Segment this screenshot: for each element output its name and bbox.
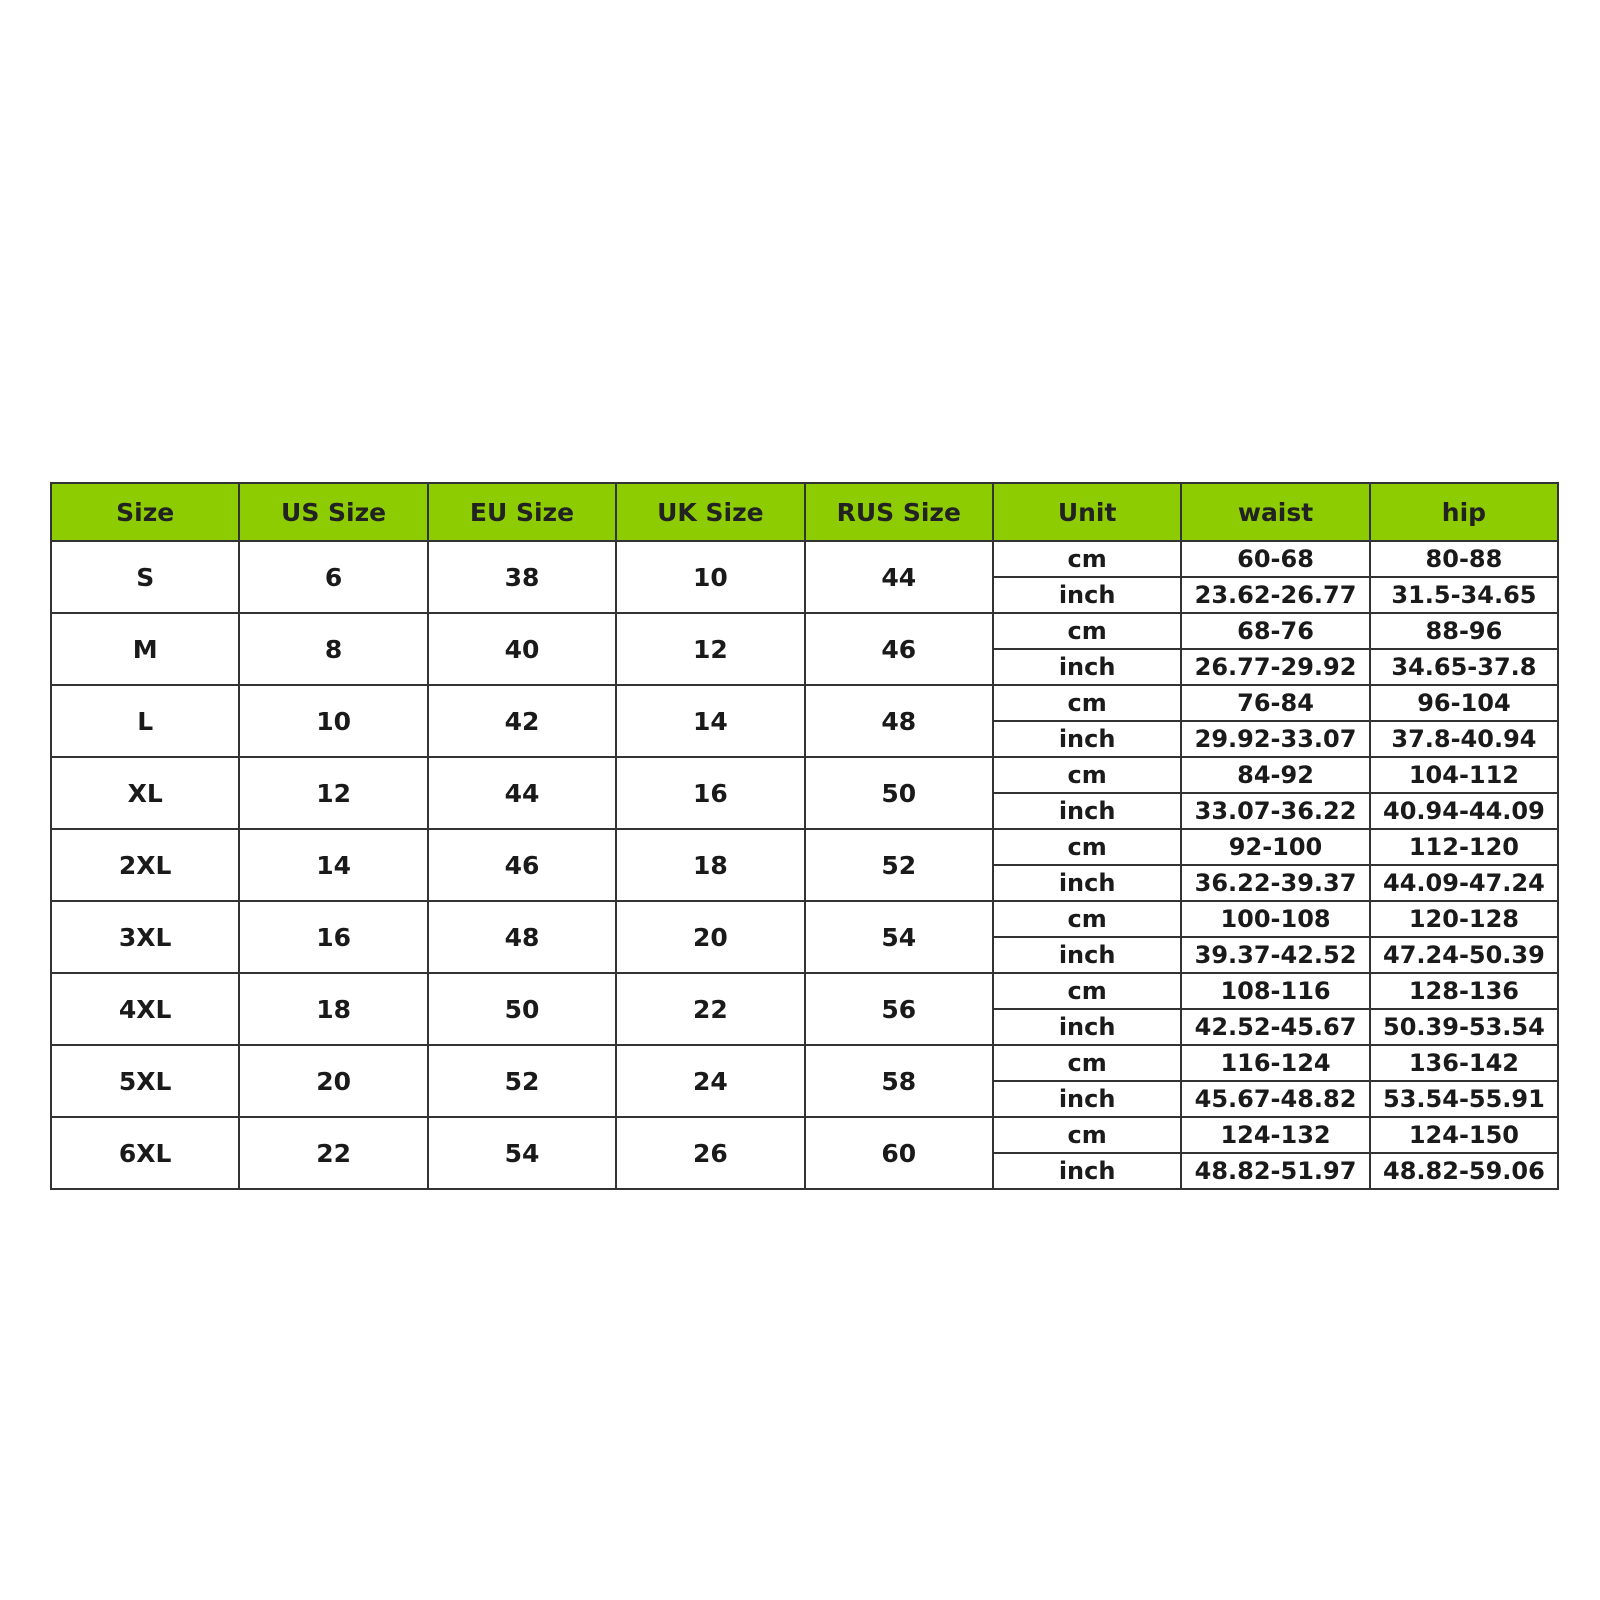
waist-cell: 48.82-51.97 — [1181, 1153, 1369, 1189]
waist-cell: 33.07-36.22 — [1181, 793, 1369, 829]
unit-cell: cm — [993, 1045, 1181, 1081]
us-size-cell: 10 — [239, 685, 427, 757]
us-size-cell: 6 — [239, 541, 427, 613]
us-size-cell: 14 — [239, 829, 427, 901]
hip-cell: 48.82-59.06 — [1370, 1153, 1558, 1189]
rus-size-cell: 52 — [805, 829, 993, 901]
unit-cell: cm — [993, 613, 1181, 649]
hip-cell: 96-104 — [1370, 685, 1558, 721]
unit-cell: inch — [993, 937, 1181, 973]
table-row — [51, 685, 1558, 721]
header-size: Size — [51, 483, 239, 541]
uk-size-cell: 14 — [616, 685, 804, 757]
uk-size-cell: 18 — [616, 829, 804, 901]
unit-cell: cm — [993, 901, 1181, 937]
hip-cell: 124-150 — [1370, 1117, 1558, 1153]
header-unit: Unit — [993, 483, 1181, 541]
size-cell: M — [51, 613, 239, 685]
waist-cell: 23.62-26.77 — [1181, 577, 1369, 613]
waist-cell: 84-92 — [1181, 757, 1369, 793]
table-row — [51, 829, 1558, 865]
hip-cell: 34.65-37.8 — [1370, 649, 1558, 685]
eu-size-cell: 42 — [428, 685, 616, 757]
waist-cell: 45.67-48.82 — [1181, 1081, 1369, 1117]
hip-cell: 112-120 — [1370, 829, 1558, 865]
waist-cell: 36.22-39.37 — [1181, 865, 1369, 901]
hip-cell: 136-142 — [1370, 1045, 1558, 1081]
size-cell: 3XL — [51, 901, 239, 973]
eu-size-cell: 50 — [428, 973, 616, 1045]
rus-size-cell: 44 — [805, 541, 993, 613]
size-cell: 5XL — [51, 1045, 239, 1117]
hip-cell: 128-136 — [1370, 973, 1558, 1009]
waist-cell: 29.92-33.07 — [1181, 721, 1369, 757]
unit-cell: cm — [993, 757, 1181, 793]
rus-size-cell: 48 — [805, 685, 993, 757]
unit-cell: cm — [993, 1117, 1181, 1153]
unit-cell: inch — [993, 649, 1181, 685]
waist-cell: 60-68 — [1181, 541, 1369, 577]
waist-cell: 26.77-29.92 — [1181, 649, 1369, 685]
rus-size-cell: 58 — [805, 1045, 993, 1117]
uk-size-cell: 20 — [616, 901, 804, 973]
table-row — [51, 1045, 1558, 1081]
waist-cell: 42.52-45.67 — [1181, 1009, 1369, 1045]
rus-size-cell: 54 — [805, 901, 993, 973]
table-row — [51, 757, 1558, 793]
unit-cell: inch — [993, 1009, 1181, 1045]
unit-cell: inch — [993, 865, 1181, 901]
unit-cell: cm — [993, 829, 1181, 865]
header-uk-size: UK Size — [616, 483, 804, 541]
size-cell: XL — [51, 757, 239, 829]
unit-cell: cm — [993, 973, 1181, 1009]
us-size-cell: 22 — [239, 1117, 427, 1189]
waist-cell: 39.37-42.52 — [1181, 937, 1369, 973]
us-size-cell: 18 — [239, 973, 427, 1045]
waist-cell: 76-84 — [1181, 685, 1369, 721]
eu-size-cell: 52 — [428, 1045, 616, 1117]
unit-cell: inch — [993, 577, 1181, 613]
size-cell: 2XL — [51, 829, 239, 901]
uk-size-cell: 22 — [616, 973, 804, 1045]
header-us-size: US Size — [239, 483, 427, 541]
rus-size-cell: 50 — [805, 757, 993, 829]
hip-cell: 40.94-44.09 — [1370, 793, 1558, 829]
us-size-cell: 20 — [239, 1045, 427, 1117]
hip-cell: 120-128 — [1370, 901, 1558, 937]
size-cell: L — [51, 685, 239, 757]
header-row — [51, 483, 1558, 541]
unit-cell: inch — [993, 793, 1181, 829]
us-size-cell: 16 — [239, 901, 427, 973]
uk-size-cell: 10 — [616, 541, 804, 613]
unit-cell: inch — [993, 1153, 1181, 1189]
uk-size-cell: 12 — [616, 613, 804, 685]
waist-cell: 92-100 — [1181, 829, 1369, 865]
hip-cell: 50.39-53.54 — [1370, 1009, 1558, 1045]
unit-cell: inch — [993, 721, 1181, 757]
size-chart-body — [51, 541, 1558, 1189]
table-row — [51, 973, 1558, 1009]
rus-size-cell: 56 — [805, 973, 993, 1045]
unit-cell: cm — [993, 685, 1181, 721]
rus-size-cell: 60 — [805, 1117, 993, 1189]
size-cell: S — [51, 541, 239, 613]
eu-size-cell: 40 — [428, 613, 616, 685]
eu-size-cell: 38 — [428, 541, 616, 613]
size-cell: 4XL — [51, 973, 239, 1045]
header-hip: hip — [1370, 483, 1558, 541]
table-row — [51, 613, 1558, 649]
waist-cell: 68-76 — [1181, 613, 1369, 649]
unit-cell: cm — [993, 541, 1181, 577]
uk-size-cell: 26 — [616, 1117, 804, 1189]
table-row — [51, 1117, 1558, 1153]
hip-cell: 80-88 — [1370, 541, 1558, 577]
hip-cell: 104-112 — [1370, 757, 1558, 793]
eu-size-cell: 44 — [428, 757, 616, 829]
hip-cell: 53.54-55.91 — [1370, 1081, 1558, 1117]
eu-size-cell: 46 — [428, 829, 616, 901]
hip-cell: 88-96 — [1370, 613, 1558, 649]
uk-size-cell: 24 — [616, 1045, 804, 1117]
table-row — [51, 541, 1558, 577]
header-eu-size: EU Size — [428, 483, 616, 541]
eu-size-cell: 48 — [428, 901, 616, 973]
waist-cell: 100-108 — [1181, 901, 1369, 937]
us-size-cell: 8 — [239, 613, 427, 685]
unit-cell: inch — [993, 1081, 1181, 1117]
size-cell: 6XL — [51, 1117, 239, 1189]
waist-cell: 108-116 — [1181, 973, 1369, 1009]
hip-cell: 37.8-40.94 — [1370, 721, 1558, 757]
header-rus-size: RUS Size — [805, 483, 993, 541]
header-waist: waist — [1181, 483, 1369, 541]
hip-cell: 31.5-34.65 — [1370, 577, 1558, 613]
uk-size-cell: 16 — [616, 757, 804, 829]
us-size-cell: 12 — [239, 757, 427, 829]
hip-cell: 44.09-47.24 — [1370, 865, 1558, 901]
waist-cell: 116-124 — [1181, 1045, 1369, 1081]
rus-size-cell: 46 — [805, 613, 993, 685]
table-row — [51, 901, 1558, 937]
waist-cell: 124-132 — [1181, 1117, 1369, 1153]
size-chart-table — [50, 482, 1559, 1190]
hip-cell: 47.24-50.39 — [1370, 937, 1558, 973]
eu-size-cell: 54 — [428, 1117, 616, 1189]
